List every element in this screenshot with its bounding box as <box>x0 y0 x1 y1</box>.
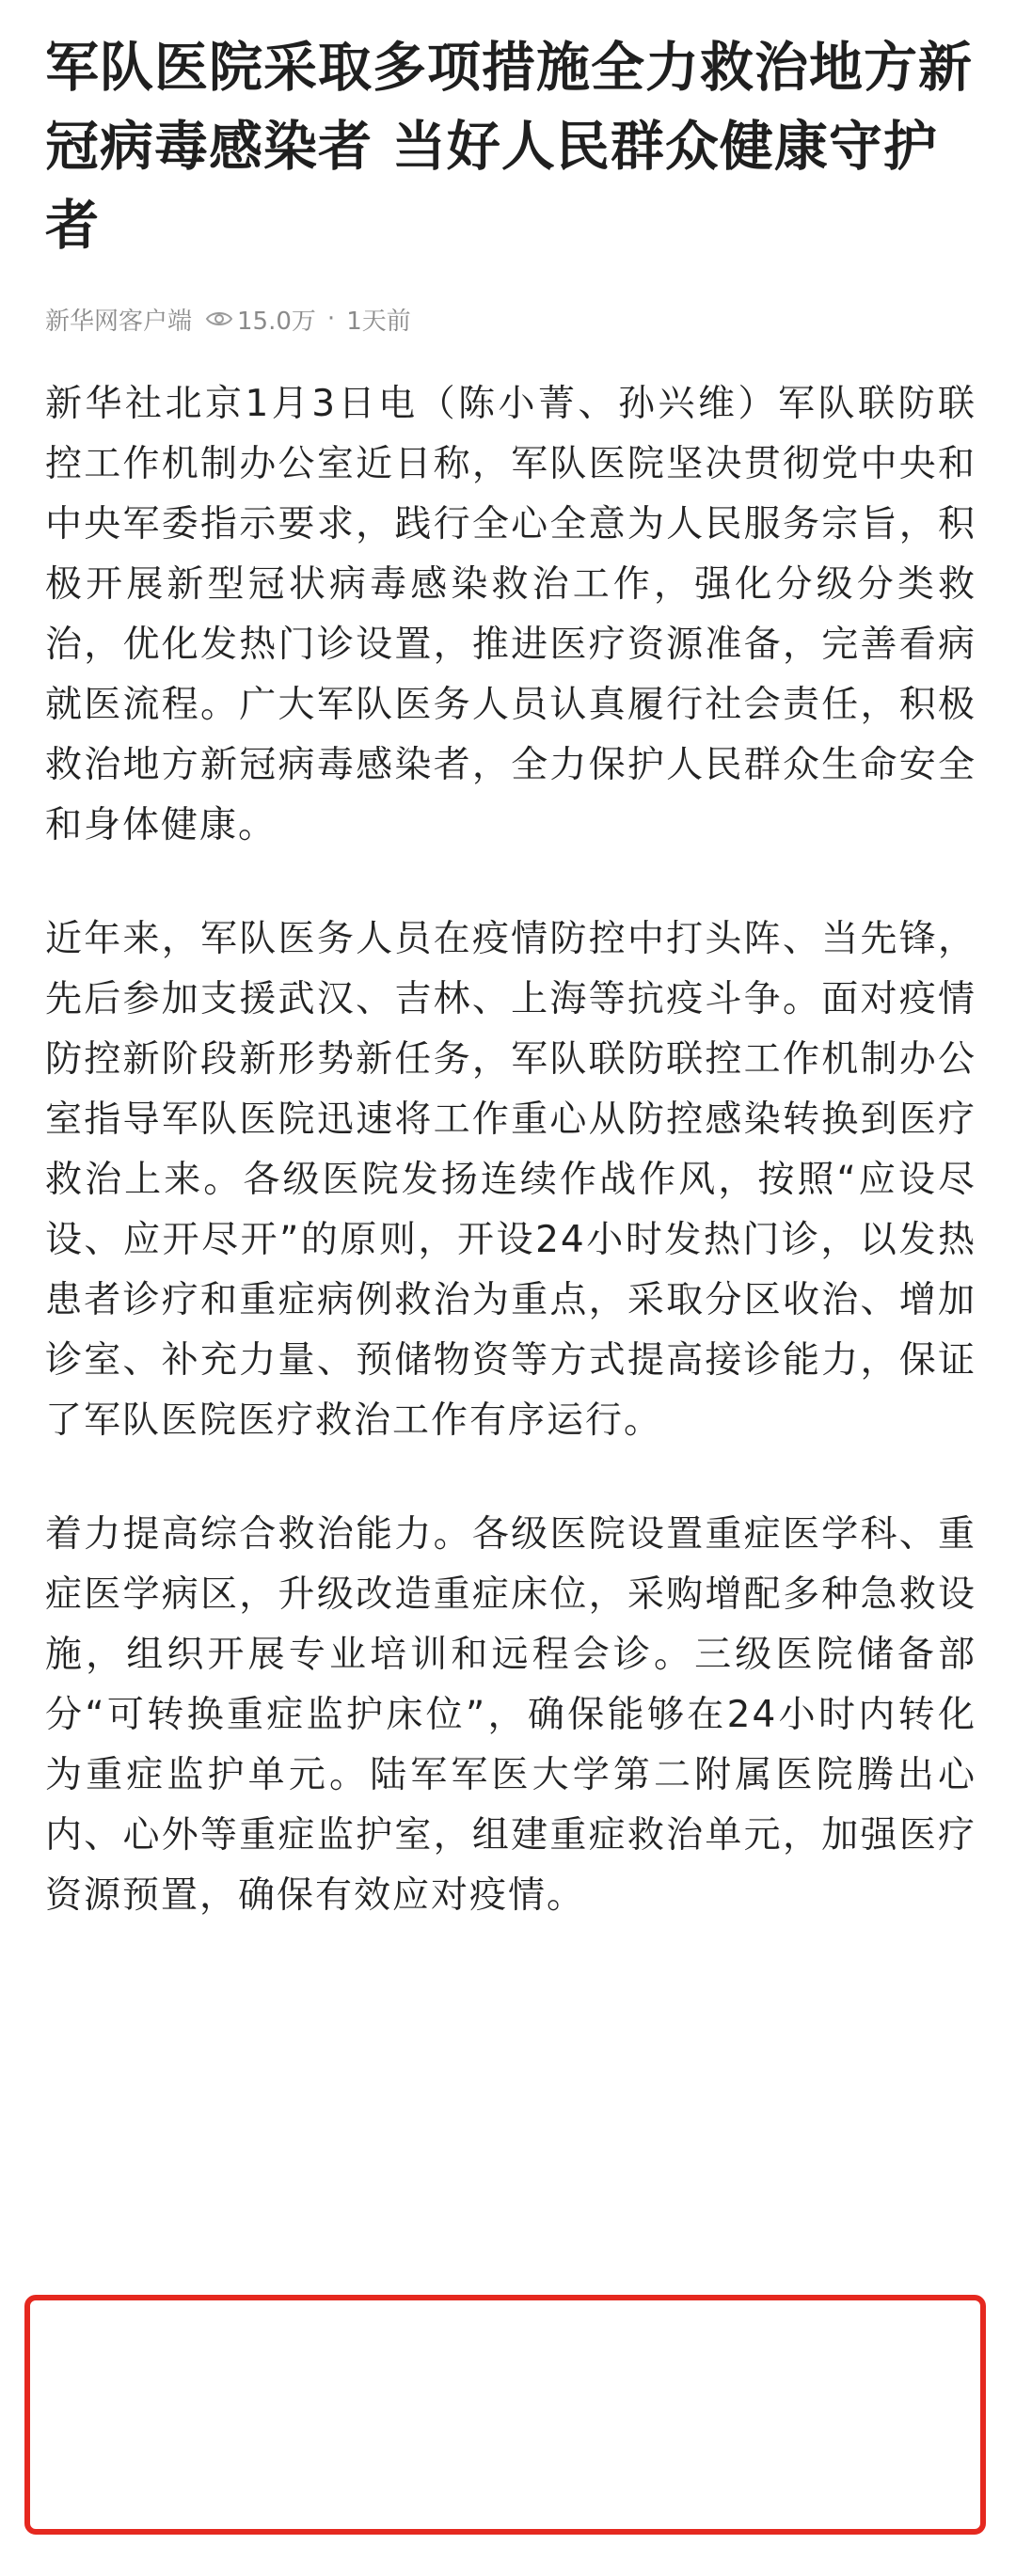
article-body <box>45 374 976 1926</box>
view-count: 15.0万 <box>237 307 316 336</box>
paragraph: 新华社北京1月3日电（陈小菁、孙兴维）军队联防联控工作机制办公室近日称，军队医院坚决贯彻党中央和中央军委指示要求，践行全心全意为人民服务宗旨，积极开展新型冠状病毒感染救治工作，强化分级分类救治，优化发热门诊设置，推进医疗资源准备，完善看病就医流程。广大军队医务人员认真履行社会责任，积极救治地方新冠病毒感染者，全力保护人民群众生命安全和身体健康。 <box>45 383 976 846</box>
paragraph: 近年来，军队医务人员在疫情防控中打头阵、当先锋，先后参加支援武汉、吉林、上海等抗疫斗争。面对疫情防控新阶段新形势新任务，军队联防联控工作机制办公室指导军队医院迅速将工作重心从防控感染转换到医疗救治上来。各级医院发扬连续作战作风，按照“应设尽设、应开尽开”的原则，开设24小时发热门诊，以发热患者诊疗和重症病例救治为重点，采取分区收治、增加诊室、补充力量、预储物资等方式提高接诊能力，保证了军队医院医疗救治工作有序运行。 <box>45 918 976 1442</box>
highlight-annotation-box <box>24 2295 986 2535</box>
article <box>45 28 976 1926</box>
eye-icon <box>205 309 233 328</box>
meta-separator: · <box>326 305 336 333</box>
article-title: 军队医院采取多项措施全力救治地方新冠病毒感染者 当好人民群众健康守护者 <box>45 37 973 257</box>
article-meta <box>45 295 976 342</box>
publish-time: 1天前 <box>346 307 411 336</box>
source-name[interactable]: 新华网客户端 <box>45 307 193 336</box>
paragraph: 着力提高综合救治能力。各级医院设置重症医学科、重症医学病区，升级改造重症床位，采购增配多种急救设施，组织开展专业培训和远程会诊。三级医院储备部分“可转换重症监护床位”，确保能够在24小时内转化为重症监护单元。陆军军医大学第二附属医院腾出心内、心外等重症监护室，组建重症救治单元，加强医疗资源预置，确保有效应对疫情。 <box>45 1513 976 1917</box>
